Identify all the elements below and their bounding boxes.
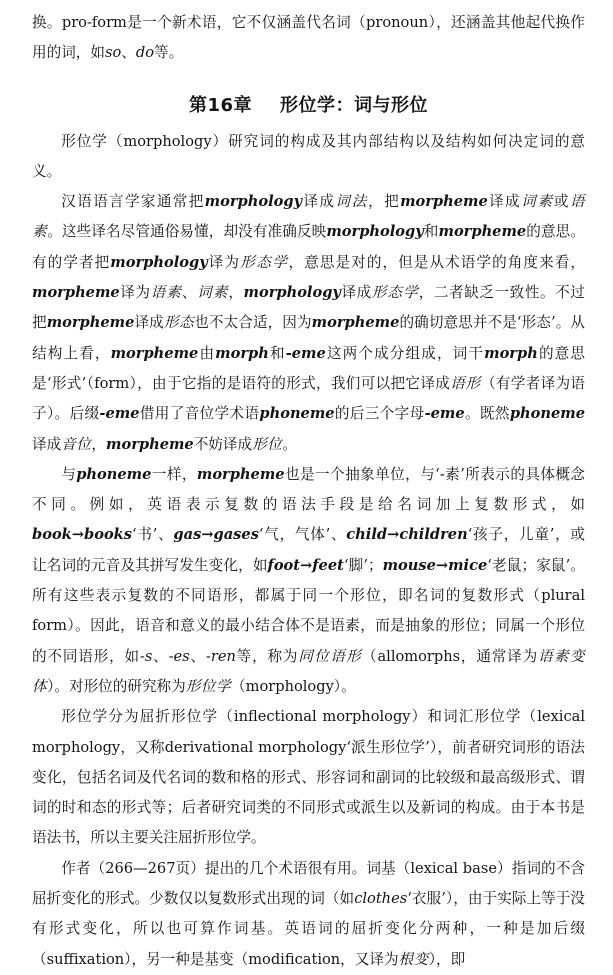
emphasized-term: foot→feet <box>267 556 344 574</box>
text-run: ，二者缺乏一致性。不过把 <box>32 284 585 332</box>
text-run: 形位学（morphology）研究词的构成及其内部结构以及结构如何决定词的意义。 <box>32 132 585 180</box>
top-fragment-paragraph <box>32 8 585 69</box>
translated-term: 形位 <box>252 435 283 453</box>
emphasized-term: phoneme <box>509 405 585 423</box>
translated-term: 词素 <box>521 193 554 211</box>
text-run: 、 <box>181 284 198 302</box>
text-run: 。 <box>282 435 297 453</box>
text-run: 译为 <box>207 253 241 271</box>
text-run: 也是一个抽象单位，与‘-素’所表示的具体概念不同。例如，英语表示复数的语法手段是给名词加上复数形式，如 <box>32 465 585 514</box>
text-run: 译成 <box>487 193 521 211</box>
text-run: 。既然 <box>464 405 510 423</box>
emphasized-term: mouse→mice <box>382 556 488 574</box>
text-run: 汉语语言学家通常把 <box>61 193 205 211</box>
text-run: 或 <box>553 193 570 211</box>
italic-term: -es <box>168 647 190 665</box>
translated-term: 同位语形 <box>298 647 363 665</box>
text-run: ）。对形位的研究称为 <box>47 677 186 695</box>
body-paragraph <box>32 187 585 460</box>
emphasized-term: -eme <box>285 344 326 362</box>
emphasized-term: morphology <box>243 284 341 302</box>
emphasized-term: morpheme <box>110 344 199 362</box>
text-run: 也不太合适，因为 <box>194 314 312 332</box>
text-run: 译为 <box>119 284 151 302</box>
emphasized-term: phoneme <box>76 465 152 483</box>
emphasized-term: child→children <box>346 526 468 544</box>
text-run: 与 <box>61 465 77 483</box>
text-run: 、 <box>152 647 169 665</box>
text-run: ‘书’、 <box>132 526 174 544</box>
text-run: 的意思是‘形式’（form），由于它指的是语符的形式，我们可以把它译成 <box>32 344 585 392</box>
text-run: （有学者译为语子）。后缀 <box>32 374 585 423</box>
chapter-heading <box>32 91 585 117</box>
translated-term: 词素 <box>197 284 229 302</box>
emphasized-term: book→books <box>32 526 133 544</box>
body-paragraph <box>32 460 585 702</box>
text-run: ，意思是对的，但是从术语学的角度来看， <box>288 253 585 271</box>
text-run: ‘老鼠；家鼠’。所有这些表示复数的不同语形，都属于同一个形位，即名词的复数形式（plural form）。因此，语音和意义的最小结合体不是语素，而是抽象的形位；同属一个形位的不同语形，如 <box>32 556 585 665</box>
text-run: 和 <box>423 223 439 241</box>
text-run: 的确切意思并不是‘形态’。从结构上看， <box>32 314 585 362</box>
text-run: ， <box>91 435 107 453</box>
body-paragraph <box>32 854 585 975</box>
italic-term: do <box>135 44 155 62</box>
translated-term: 语素 <box>150 284 182 302</box>
translated-term: 形态学 <box>240 253 289 271</box>
translated-term: 语素变体 <box>32 647 585 695</box>
text-run: 作者（266—267页）提出的几个术语很有用。词基（lexical base）指词的不含屈折变化的形式。少数仅以复数形式出现的词（如 <box>32 859 585 908</box>
text-run: 、 <box>189 647 206 665</box>
translated-term: 词法 <box>335 193 369 211</box>
text-run: 这两个成分组成，词干 <box>325 344 485 362</box>
emphasized-term: morphology <box>110 253 208 271</box>
translated-term: 形态学 <box>371 284 419 302</box>
emphasized-term: -eme <box>424 405 465 423</box>
text-run: 等，称为 <box>235 647 299 665</box>
text-run: 译成 <box>134 314 164 332</box>
emphasized-term: morpheme <box>32 284 120 302</box>
text-run: 换。pro-form是一个新术语，它不仅涵盖代名词（pronoun），还涵盖其他起代换作用的词，如 <box>32 14 585 62</box>
emphasized-term: morpheme <box>46 314 135 332</box>
italic-term: -s <box>139 647 153 665</box>
translated-term: 根变 <box>398 950 429 968</box>
text-run: 译成 <box>32 435 62 453</box>
text-run: 不妨译成 <box>193 435 253 453</box>
emphasized-term: phoneme <box>259 405 335 423</box>
text-run: 等。 <box>154 44 184 62</box>
text-run: 由 <box>198 344 216 362</box>
translated-term: 音位 <box>61 435 92 453</box>
emphasized-term: morpheme <box>106 435 194 453</box>
text-run: 、 <box>121 44 136 62</box>
text-run: （morphology）。 <box>231 677 356 695</box>
emphasized-term: morpheme <box>311 314 400 332</box>
text-run: 和 <box>268 344 286 362</box>
text-run: ‘气，气体’、 <box>258 526 347 544</box>
chapter-title: 形位学：词与形位 <box>280 94 429 116</box>
italic-term: clothes <box>354 890 408 908</box>
emphasized-term: morph <box>215 344 269 362</box>
italic-term: so <box>104 44 122 62</box>
text-run: ‘脚’； <box>343 556 383 574</box>
translated-term: 语素 <box>32 193 585 241</box>
emphasized-term: morph <box>484 344 538 362</box>
translated-term: 形态 <box>163 314 195 332</box>
translated-term: 语形 <box>450 374 481 392</box>
body-paragraph <box>32 702 585 853</box>
text-run: 。这些译名尽管通俗易懂，却没有准确反映 <box>47 223 327 241</box>
italic-term: -ren <box>205 647 236 665</box>
emphasized-term: morpheme <box>400 193 488 211</box>
emphasized-term: morphology <box>326 223 424 241</box>
text-run: ， <box>228 284 244 302</box>
text-run: ‘衣服’），由于实际上等于没有形式变化，所以也可算作词基。英语词的屈折变化分两种，一种是加后缀（suffixation），另一种是基变（modification，又译为 <box>32 890 585 968</box>
text-run: 的后三个字母 <box>334 405 425 423</box>
text-run: 形位学分为屈折形位学（inflectional morphology）和词汇形位学（lexical morphology，又称derivational morphology‘派生形位学’），前者研究词形的语法变化，包括名词及代名词的数和格的形式、形容词和副词的比较级和最高级形式、谓词的时和态的形式等；后者研究词类的不同形式或派生以及新词的构成。由于本书是语法书，所以主要关注屈折形位学。 <box>32 708 585 847</box>
body-paragraph <box>32 127 585 188</box>
emphasized-term: gas→gases <box>173 526 259 544</box>
text-run: ‘孩子，儿童’，或让名词的元音及其拼写发生变化，如 <box>32 526 585 574</box>
chapter-number: 第16章 <box>188 94 253 116</box>
text-run: ，把 <box>368 193 401 211</box>
emphasized-term: morpheme <box>196 465 285 483</box>
text-run: 借用了音位学术语 <box>139 405 260 423</box>
text-run: 的意思。有的学者把 <box>32 223 585 271</box>
text-run: 一样， <box>151 465 197 483</box>
translated-term: 形位学 <box>185 677 232 695</box>
text-run: （allomorphs，通常译为 <box>362 647 539 665</box>
emphasized-term: -eme <box>99 405 140 423</box>
emphasized-term: morpheme <box>438 223 527 241</box>
text-run: 译成 <box>340 284 372 302</box>
emphasized-term: morphology <box>204 193 303 211</box>
text-run: 译成 <box>302 193 336 211</box>
text-run: ），即 <box>428 950 466 968</box>
